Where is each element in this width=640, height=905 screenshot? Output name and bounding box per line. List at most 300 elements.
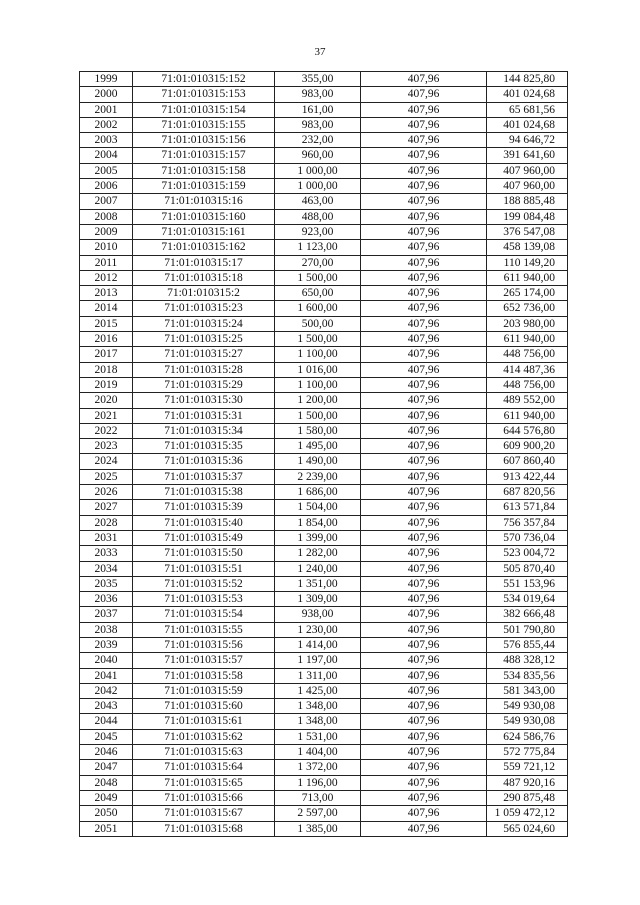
table-row (80, 515, 568, 530)
row-number-cell: 2051 (80, 821, 133, 836)
rate-cell: 407,96 (361, 209, 487, 224)
row-number-cell: 2001 (80, 102, 133, 117)
table-row (80, 255, 568, 270)
cadastral-number-cell: 71:01:010315:30 (133, 393, 275, 408)
area-cell: 1 196,00 (275, 775, 361, 790)
area-cell: 1 500,00 (275, 408, 361, 423)
row-number-cell: 2004 (80, 148, 133, 163)
rate-cell: 407,96 (361, 790, 487, 805)
row-number-cell: 2050 (80, 806, 133, 821)
rate-cell: 407,96 (361, 163, 487, 178)
row-number-cell: 1999 (80, 72, 133, 87)
row-number-cell: 2019 (80, 377, 133, 392)
row-number-cell: 2008 (80, 209, 133, 224)
value-cell: 549 930,08 (487, 699, 568, 714)
row-number-cell: 2035 (80, 576, 133, 591)
value-cell: 144 825,80 (487, 72, 568, 87)
rate-cell: 407,96 (361, 714, 487, 729)
rate-cell: 407,96 (361, 224, 487, 239)
cadastral-number-cell: 71:01:010315:27 (133, 347, 275, 362)
row-number-cell: 2046 (80, 745, 133, 760)
area-cell: 1 309,00 (275, 592, 361, 607)
table-row (80, 148, 568, 163)
row-number-cell: 2020 (80, 393, 133, 408)
row-number-cell: 2018 (80, 362, 133, 377)
area-cell: 1 000,00 (275, 163, 361, 178)
row-number-cell: 2033 (80, 546, 133, 561)
cadastral-number-cell: 71:01:010315:154 (133, 102, 275, 117)
value-cell: 559 721,12 (487, 760, 568, 775)
cadastral-number-cell: 71:01:010315:63 (133, 745, 275, 760)
table-row (80, 500, 568, 515)
rate-cell: 407,96 (361, 729, 487, 744)
table-row (80, 423, 568, 438)
table-row (80, 607, 568, 622)
cadastral-number-cell: 71:01:010315:62 (133, 729, 275, 744)
value-cell: 448 756,00 (487, 347, 568, 362)
rate-cell: 407,96 (361, 393, 487, 408)
table-row (80, 286, 568, 301)
rate-cell: 407,96 (361, 179, 487, 194)
rate-cell: 407,96 (361, 148, 487, 163)
row-number-cell: 2007 (80, 194, 133, 209)
area-cell: 1 348,00 (275, 699, 361, 714)
area-cell: 1 414,00 (275, 637, 361, 652)
value-cell: 534 835,56 (487, 668, 568, 683)
cadastral-number-cell: 71:01:010315:29 (133, 377, 275, 392)
cadastral-number-cell: 71:01:010315:50 (133, 546, 275, 561)
table-row (80, 546, 568, 561)
rate-cell: 407,96 (361, 500, 487, 515)
rate-cell: 407,96 (361, 240, 487, 255)
table-row (80, 316, 568, 331)
area-cell: 161,00 (275, 102, 361, 117)
area-cell: 1 230,00 (275, 622, 361, 637)
row-number-cell: 2006 (80, 179, 133, 194)
value-cell: 687 820,56 (487, 485, 568, 500)
cadastral-number-cell: 71:01:010315:18 (133, 270, 275, 285)
cadastral-number-cell: 71:01:010315:157 (133, 148, 275, 163)
table-row (80, 576, 568, 591)
cadastral-number-cell: 71:01:010315:54 (133, 607, 275, 622)
area-cell: 983,00 (275, 87, 361, 102)
area-cell: 1 580,00 (275, 423, 361, 438)
rate-cell: 407,96 (361, 439, 487, 454)
table-row (80, 683, 568, 698)
table-row (80, 332, 568, 347)
row-number-cell: 2022 (80, 423, 133, 438)
value-cell: 534 019,64 (487, 592, 568, 607)
row-number-cell: 2028 (80, 515, 133, 530)
rate-cell: 407,96 (361, 622, 487, 637)
table-row (80, 592, 568, 607)
rate-cell: 407,96 (361, 806, 487, 821)
rate-cell: 407,96 (361, 423, 487, 438)
table-row (80, 729, 568, 744)
area-cell: 500,00 (275, 316, 361, 331)
cadastral-number-cell: 71:01:010315:23 (133, 301, 275, 316)
area-cell: 1 425,00 (275, 683, 361, 698)
row-number-cell: 2000 (80, 87, 133, 102)
rate-cell: 407,96 (361, 745, 487, 760)
row-number-cell: 2024 (80, 454, 133, 469)
rate-cell: 407,96 (361, 377, 487, 392)
area-cell: 1 504,00 (275, 500, 361, 515)
table-row (80, 699, 568, 714)
value-cell: 401 024,68 (487, 117, 568, 132)
rate-cell: 407,96 (361, 87, 487, 102)
cadastral-number-cell: 71:01:010315:155 (133, 117, 275, 132)
area-cell: 1 200,00 (275, 393, 361, 408)
page-number: 37 (314, 46, 326, 58)
table-row (80, 485, 568, 500)
area-cell: 1 016,00 (275, 362, 361, 377)
value-cell: 913 422,44 (487, 469, 568, 484)
value-cell: 414 487,36 (487, 362, 568, 377)
rate-cell: 407,96 (361, 576, 487, 591)
area-cell: 232,00 (275, 133, 361, 148)
table-row (80, 87, 568, 102)
cadastral-number-cell: 71:01:010315:55 (133, 622, 275, 637)
row-number-cell: 2009 (80, 224, 133, 239)
row-number-cell: 2031 (80, 530, 133, 545)
area-cell: 1 500,00 (275, 332, 361, 347)
rate-cell: 407,96 (361, 362, 487, 377)
value-cell: 407 960,00 (487, 163, 568, 178)
table-row (80, 637, 568, 652)
row-number-cell: 2036 (80, 592, 133, 607)
table-row (80, 301, 568, 316)
value-cell: 607 860,40 (487, 454, 568, 469)
rate-cell: 407,96 (361, 683, 487, 698)
cadastral-number-cell: 71:01:010315:57 (133, 653, 275, 668)
cadastral-number-cell: 71:01:010315:162 (133, 240, 275, 255)
area-cell: 1 600,00 (275, 301, 361, 316)
rate-cell: 407,96 (361, 255, 487, 270)
area-cell: 355,00 (275, 72, 361, 87)
value-cell: 290 875,48 (487, 790, 568, 805)
area-cell: 713,00 (275, 790, 361, 805)
value-cell: 489 552,00 (487, 393, 568, 408)
value-cell: 581 343,00 (487, 683, 568, 698)
row-number-cell: 2015 (80, 316, 133, 331)
table-row (80, 469, 568, 484)
cadastral-number-cell: 71:01:010315:64 (133, 760, 275, 775)
area-cell: 1 100,00 (275, 347, 361, 362)
table-row (80, 270, 568, 285)
value-cell: 624 586,76 (487, 729, 568, 744)
area-cell: 650,00 (275, 286, 361, 301)
row-number-cell: 2037 (80, 607, 133, 622)
value-cell: 551 153,96 (487, 576, 568, 591)
rate-cell: 407,96 (361, 607, 487, 622)
rate-cell: 407,96 (361, 469, 487, 484)
table-row (80, 439, 568, 454)
rate-cell: 407,96 (361, 316, 487, 331)
area-cell: 2 239,00 (275, 469, 361, 484)
value-cell: 1 059 472,12 (487, 806, 568, 821)
cadastral-number-cell: 71:01:010315:59 (133, 683, 275, 698)
value-cell: 652 736,00 (487, 301, 568, 316)
table-row (80, 775, 568, 790)
cadastral-number-cell: 71:01:010315:61 (133, 714, 275, 729)
table-row (80, 117, 568, 132)
cadastral-number-cell: 71:01:010315:58 (133, 668, 275, 683)
cadastral-number-cell: 71:01:010315:60 (133, 699, 275, 714)
row-number-cell: 2010 (80, 240, 133, 255)
value-cell: 523 004,72 (487, 546, 568, 561)
value-cell: 94 646,72 (487, 133, 568, 148)
cadastral-number-cell: 71:01:010315:66 (133, 790, 275, 805)
area-cell: 960,00 (275, 148, 361, 163)
table-row (80, 653, 568, 668)
row-number-cell: 2045 (80, 729, 133, 744)
cadastral-number-cell: 71:01:010315:35 (133, 439, 275, 454)
value-cell: 265 174,00 (487, 286, 568, 301)
area-cell: 1 500,00 (275, 270, 361, 285)
area-cell: 923,00 (275, 224, 361, 239)
table-row (80, 821, 568, 836)
cadastral-number-cell: 71:01:010315:160 (133, 209, 275, 224)
value-cell: 611 940,00 (487, 270, 568, 285)
rate-cell: 407,96 (361, 286, 487, 301)
table-row (80, 668, 568, 683)
table-row (80, 454, 568, 469)
cadastral-number-cell: 71:01:010315:36 (133, 454, 275, 469)
row-number-cell: 2049 (80, 790, 133, 805)
rate-cell: 407,96 (361, 72, 487, 87)
value-cell: 407 960,00 (487, 179, 568, 194)
row-number-cell: 2016 (80, 332, 133, 347)
area-cell: 1 404,00 (275, 745, 361, 760)
value-cell: 613 571,84 (487, 500, 568, 515)
value-cell: 487 920,16 (487, 775, 568, 790)
cadastral-number-cell: 71:01:010315:25 (133, 332, 275, 347)
cadastral-number-cell: 71:01:010315:67 (133, 806, 275, 821)
rate-cell: 407,96 (361, 592, 487, 607)
value-cell: 65 681,56 (487, 102, 568, 117)
table-row (80, 133, 568, 148)
cadastral-number-cell: 71:01:010315:16 (133, 194, 275, 209)
rate-cell: 407,96 (361, 485, 487, 500)
cadastral-number-cell: 71:01:010315:28 (133, 362, 275, 377)
row-number-cell: 2013 (80, 286, 133, 301)
table-row (80, 377, 568, 392)
value-cell: 565 024,60 (487, 821, 568, 836)
value-cell: 448 756,00 (487, 377, 568, 392)
cadastral-number-cell: 71:01:010315:17 (133, 255, 275, 270)
table-row (80, 72, 568, 87)
row-number-cell: 2027 (80, 500, 133, 515)
row-number-cell: 2038 (80, 622, 133, 637)
cadastral-number-cell: 71:01:010315:40 (133, 515, 275, 530)
value-cell: 401 024,68 (487, 87, 568, 102)
area-cell: 1 311,00 (275, 668, 361, 683)
rate-cell: 407,96 (361, 668, 487, 683)
table-row (80, 806, 568, 821)
value-cell: 505 870,40 (487, 561, 568, 576)
area-cell: 1 399,00 (275, 530, 361, 545)
row-number-cell: 2005 (80, 163, 133, 178)
area-cell: 1 490,00 (275, 454, 361, 469)
row-number-cell: 2047 (80, 760, 133, 775)
value-cell: 576 855,44 (487, 637, 568, 652)
value-cell: 570 736,04 (487, 530, 568, 545)
cadastral-number-cell: 71:01:010315:51 (133, 561, 275, 576)
value-cell: 458 139,08 (487, 240, 568, 255)
row-number-cell: 2002 (80, 117, 133, 132)
rate-cell: 407,96 (361, 699, 487, 714)
row-number-cell: 2043 (80, 699, 133, 714)
cadastral-number-cell: 71:01:010315:152 (133, 72, 275, 87)
table-row (80, 561, 568, 576)
rate-cell: 407,96 (361, 270, 487, 285)
value-cell: 572 775,84 (487, 745, 568, 760)
rate-cell: 407,96 (361, 653, 487, 668)
row-number-cell: 2044 (80, 714, 133, 729)
row-number-cell: 2048 (80, 775, 133, 790)
area-cell: 1 100,00 (275, 377, 361, 392)
row-number-cell: 2023 (80, 439, 133, 454)
area-cell: 488,00 (275, 209, 361, 224)
registry-table (79, 71, 568, 837)
value-cell: 188 885,48 (487, 194, 568, 209)
cadastral-number-cell: 71:01:010315:31 (133, 408, 275, 423)
area-cell: 1 123,00 (275, 240, 361, 255)
rate-cell: 407,96 (361, 760, 487, 775)
row-number-cell: 2017 (80, 347, 133, 362)
cadastral-number-cell: 71:01:010315:52 (133, 576, 275, 591)
rate-cell: 407,96 (361, 515, 487, 530)
value-cell: 756 357,84 (487, 515, 568, 530)
area-cell: 1 282,00 (275, 546, 361, 561)
rate-cell: 407,96 (361, 194, 487, 209)
rate-cell: 407,96 (361, 301, 487, 316)
cadastral-number-cell: 71:01:010315:65 (133, 775, 275, 790)
value-cell: 382 666,48 (487, 607, 568, 622)
value-cell: 376 547,08 (487, 224, 568, 239)
cadastral-number-cell: 71:01:010315:156 (133, 133, 275, 148)
cadastral-number-cell: 71:01:010315:56 (133, 637, 275, 652)
cadastral-number-cell: 71:01:010315:37 (133, 469, 275, 484)
row-number-cell: 2003 (80, 133, 133, 148)
area-cell: 1 000,00 (275, 179, 361, 194)
rate-cell: 407,96 (361, 637, 487, 652)
area-cell: 1 531,00 (275, 729, 361, 744)
cadastral-number-cell: 71:01:010315:159 (133, 179, 275, 194)
area-cell: 1 348,00 (275, 714, 361, 729)
row-number-cell: 2039 (80, 637, 133, 652)
rate-cell: 407,96 (361, 546, 487, 561)
row-number-cell: 2042 (80, 683, 133, 698)
cadastral-number-cell: 71:01:010315:2 (133, 286, 275, 301)
table-row (80, 745, 568, 760)
table-row (80, 622, 568, 637)
value-cell: 611 940,00 (487, 332, 568, 347)
table-row (80, 194, 568, 209)
table-row (80, 209, 568, 224)
area-cell: 983,00 (275, 117, 361, 132)
table-row (80, 163, 568, 178)
area-cell: 938,00 (275, 607, 361, 622)
table-row (80, 408, 568, 423)
value-cell: 203 980,00 (487, 316, 568, 331)
area-cell: 1 240,00 (275, 561, 361, 576)
table-row (80, 714, 568, 729)
cadastral-number-cell: 71:01:010315:53 (133, 592, 275, 607)
row-number-cell: 2034 (80, 561, 133, 576)
table-row (80, 760, 568, 775)
table-row (80, 393, 568, 408)
area-cell: 463,00 (275, 194, 361, 209)
cadastral-number-cell: 71:01:010315:68 (133, 821, 275, 836)
value-cell: 644 576,80 (487, 423, 568, 438)
table-row (80, 530, 568, 545)
value-cell: 501 790,80 (487, 622, 568, 637)
cadastral-number-cell: 71:01:010315:49 (133, 530, 275, 545)
table-row (80, 790, 568, 805)
row-number-cell: 2025 (80, 469, 133, 484)
rate-cell: 407,96 (361, 332, 487, 347)
rate-cell: 407,96 (361, 347, 487, 362)
cadastral-number-cell: 71:01:010315:153 (133, 87, 275, 102)
value-cell: 391 641,60 (487, 148, 568, 163)
rate-cell: 407,96 (361, 775, 487, 790)
table-row (80, 240, 568, 255)
cadastral-number-cell: 71:01:010315:38 (133, 485, 275, 500)
row-number-cell: 2012 (80, 270, 133, 285)
rate-cell: 407,96 (361, 133, 487, 148)
table-row (80, 179, 568, 194)
registry-body (80, 72, 568, 837)
cadastral-number-cell: 71:01:010315:34 (133, 423, 275, 438)
row-number-cell: 2040 (80, 653, 133, 668)
value-cell: 609 900,20 (487, 439, 568, 454)
cadastral-number-cell: 71:01:010315:161 (133, 224, 275, 239)
value-cell: 611 940,00 (487, 408, 568, 423)
area-cell: 1 686,00 (275, 485, 361, 500)
rate-cell: 407,96 (361, 102, 487, 117)
cadastral-number-cell: 71:01:010315:24 (133, 316, 275, 331)
area-cell: 1 385,00 (275, 821, 361, 836)
area-cell: 1 495,00 (275, 439, 361, 454)
table-row (80, 347, 568, 362)
cadastral-number-cell: 71:01:010315:158 (133, 163, 275, 178)
row-number-cell: 2014 (80, 301, 133, 316)
rate-cell: 407,96 (361, 117, 487, 132)
rate-cell: 407,96 (361, 408, 487, 423)
area-cell: 270,00 (275, 255, 361, 270)
area-cell: 2 597,00 (275, 806, 361, 821)
row-number-cell: 2041 (80, 668, 133, 683)
area-cell: 1 351,00 (275, 576, 361, 591)
cadastral-number-cell: 71:01:010315:39 (133, 500, 275, 515)
value-cell: 549 930,08 (487, 714, 568, 729)
rate-cell: 407,96 (361, 454, 487, 469)
table-row (80, 362, 568, 377)
row-number-cell: 2026 (80, 485, 133, 500)
value-cell: 110 149,20 (487, 255, 568, 270)
rate-cell: 407,96 (361, 561, 487, 576)
area-cell: 1 854,00 (275, 515, 361, 530)
row-number-cell: 2011 (80, 255, 133, 270)
rate-cell: 407,96 (361, 530, 487, 545)
table-row (80, 224, 568, 239)
area-cell: 1 372,00 (275, 760, 361, 775)
row-number-cell: 2021 (80, 408, 133, 423)
value-cell: 488 328,12 (487, 653, 568, 668)
table-row (80, 102, 568, 117)
